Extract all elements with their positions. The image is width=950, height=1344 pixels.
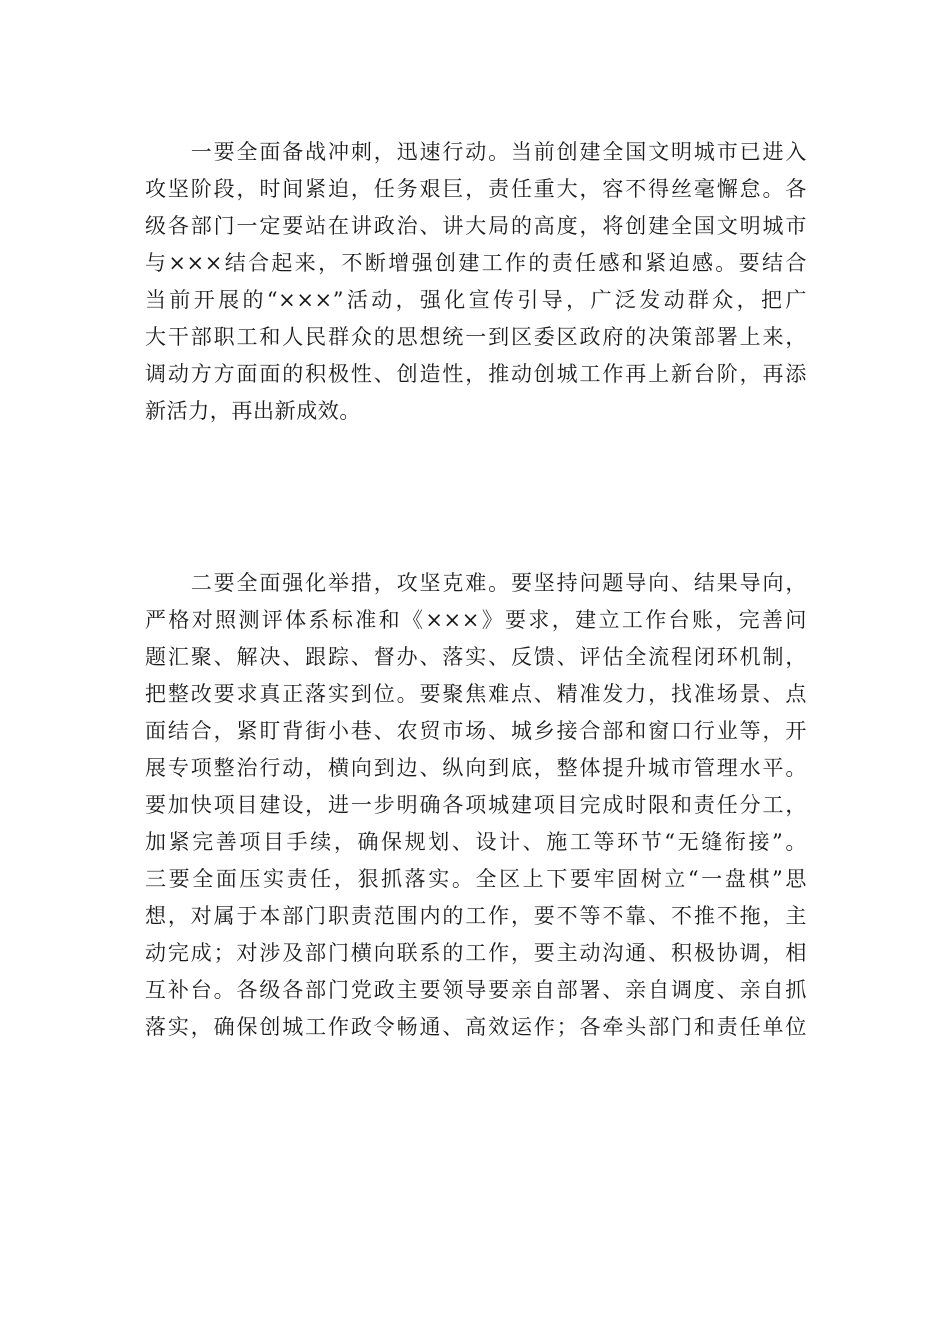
text-line: 题汇聚、解决、跟踪、督办、落实、反馈、评估全流程闭环机制，: [145, 645, 807, 669]
text-line: 加紧完善项目手续，确保规划、设计、施工等环节“无缝衔接”。: [145, 830, 807, 854]
text-line: 互补台。各级各部门党政主要领导要亲自部署、亲自调度、亲自抓: [145, 978, 807, 1002]
text-line: 一要全面备战冲刺，迅速行动。当前创建全国文明城市已进入: [145, 140, 807, 164]
text-line: 攻坚阶段，时间紧迫，任务艰巨，责任重大，容不得丝毫懈怠。各: [145, 177, 807, 201]
text-line: 想，对属于本部门职责范围内的工作，要不等不靠、不推不拖，主: [145, 904, 807, 928]
text-line: 要加快项目建设，进一步明确各项城建项目完成时限和责任分工，: [145, 793, 807, 817]
text-line: 把整改要求真正落实到位。要聚焦难点、精准发力，找准场景、点: [145, 682, 807, 706]
text-line: 当前开展的“×××”活动，强化宣传引导，广泛发动群众，把广: [145, 288, 807, 312]
text-line: 落实，确保创城工作政令畅通、高效运作；各牵头部门和责任单位: [145, 1015, 807, 1039]
text-line: 严格对照测评体系标准和《×××》要求，建立工作台账，完善问: [145, 608, 807, 632]
text-line: 级各部门一定要站在讲政治、讲大局的高度，将创建全国文明城市: [145, 214, 807, 238]
paragraph-1: [145, 134, 807, 430]
text-line: 动完成；对涉及部门横向联系的工作，要主动沟通、积极协调，相: [145, 941, 807, 965]
text-line: 二要全面强化举措，攻坚克难。要坚持问题导向、结果导向，: [145, 571, 807, 595]
paragraph-2: [145, 565, 807, 1046]
text-line: 新活力，再出新成效。: [145, 399, 361, 423]
text-line: 大干部职工和人民群众的思想统一到区委区政府的决策部署上来，: [145, 325, 807, 349]
text-line: 三要全面压实责任，狠抓落实。全区上下要牢固树立“一盘棋”思: [145, 867, 807, 891]
text-line: 调动方方面面的积极性、创造性，推动创城工作再上新台阶，再添: [145, 362, 807, 386]
text-line: 展专项整治行动，横向到边、纵向到底，整体提升城市管理水平。: [145, 756, 807, 780]
text-line: 面结合，紧盯背街小巷、农贸市场、城乡接合部和窗口行业等，开: [145, 719, 807, 743]
text-line: 与×××结合起来，不断增强创建工作的责任感和紧迫感。要结合: [145, 251, 807, 275]
